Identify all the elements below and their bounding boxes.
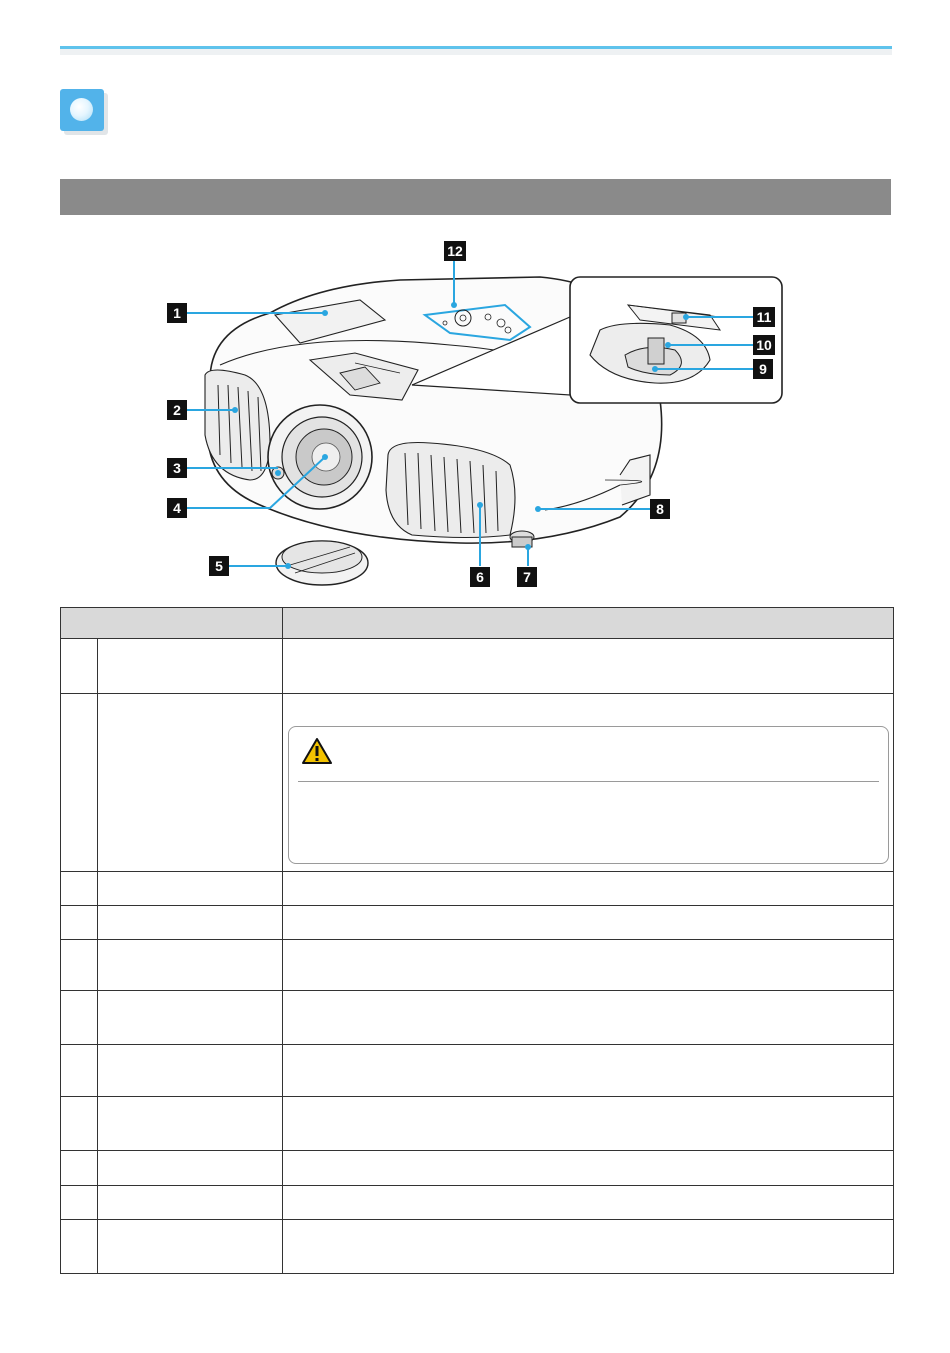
row-name <box>98 991 283 1045</box>
row-description <box>283 872 894 906</box>
callout-11 <box>753 307 775 327</box>
callout-9 <box>753 359 773 379</box>
row-number <box>61 1045 98 1097</box>
row-name <box>98 1220 283 1274</box>
row-name <box>98 639 283 694</box>
projection-lens <box>268 405 372 509</box>
row-description <box>283 940 894 991</box>
svg-text:3: 3 <box>173 460 181 476</box>
lens-cover <box>276 541 368 585</box>
row-description <box>283 1151 894 1186</box>
parts-table <box>60 607 894 1274</box>
table-row <box>61 940 894 991</box>
callout-2 <box>167 400 187 420</box>
warning-triangle-icon <box>301 737 333 765</box>
row-number <box>61 1186 98 1220</box>
row-description <box>283 639 894 694</box>
table-row <box>61 694 894 872</box>
row-number <box>61 872 98 906</box>
row-description <box>283 1045 894 1097</box>
table-row <box>61 991 894 1045</box>
header-function <box>283 608 894 639</box>
top-rule-shadow <box>60 49 892 55</box>
row-description <box>283 906 894 940</box>
caution-divider <box>298 781 879 782</box>
svg-text:8: 8 <box>656 501 664 517</box>
row-description-with-caution <box>283 694 894 872</box>
svg-text:9: 9 <box>759 361 767 377</box>
row-name <box>98 940 283 991</box>
row-description <box>283 1097 894 1151</box>
row-number <box>61 1151 98 1186</box>
row-description <box>283 991 894 1045</box>
chapter-badge-icon <box>60 89 104 131</box>
svg-text:1: 1 <box>173 305 181 321</box>
table-row <box>61 1186 894 1220</box>
row-number <box>61 906 98 940</box>
table-row <box>61 1097 894 1151</box>
air-exhaust-vent <box>386 443 515 538</box>
callout-5 <box>209 556 229 576</box>
row-number <box>61 1220 98 1274</box>
row-number <box>61 1097 98 1151</box>
caution-box <box>288 726 889 864</box>
svg-text:7: 7 <box>523 569 531 585</box>
header-name <box>61 608 283 639</box>
svg-text:12: 12 <box>447 243 463 259</box>
svg-text:11: 11 <box>756 309 772 325</box>
table-row <box>61 1045 894 1097</box>
row-number <box>61 940 98 991</box>
callout-4 <box>167 498 187 518</box>
callout-6 <box>470 567 490 587</box>
row-name <box>98 1045 283 1097</box>
callout-10 <box>753 335 775 355</box>
row-name <box>98 872 283 906</box>
svg-text:6: 6 <box>476 569 484 585</box>
row-name <box>98 906 283 940</box>
row-description <box>283 1186 894 1220</box>
row-name <box>98 1186 283 1220</box>
section-heading-bar <box>60 179 891 215</box>
svg-text:5: 5 <box>215 558 223 574</box>
row-number <box>61 639 98 694</box>
callout-8 <box>650 499 670 519</box>
row-name <box>98 694 283 872</box>
table-row <box>61 872 894 906</box>
table-row <box>61 906 894 940</box>
callout-7 <box>517 567 537 587</box>
table-header <box>61 608 894 639</box>
circle-bullet-icon <box>70 98 93 121</box>
callout-3 <box>167 458 187 478</box>
svg-text:4: 4 <box>173 500 181 516</box>
callout-12 <box>444 241 466 261</box>
callout-1 <box>167 303 187 323</box>
row-name <box>98 1151 283 1186</box>
row-number <box>61 694 98 872</box>
front-adjustable-foot <box>510 531 534 547</box>
row-number <box>61 991 98 1045</box>
row-description <box>283 1220 894 1274</box>
table-row <box>61 1151 894 1186</box>
table-row <box>61 639 894 694</box>
svg-text:2: 2 <box>173 402 181 418</box>
svg-text:10: 10 <box>756 337 772 353</box>
table-row <box>61 1220 894 1274</box>
row-name <box>98 1097 283 1151</box>
projector-diagram <box>150 235 800 595</box>
